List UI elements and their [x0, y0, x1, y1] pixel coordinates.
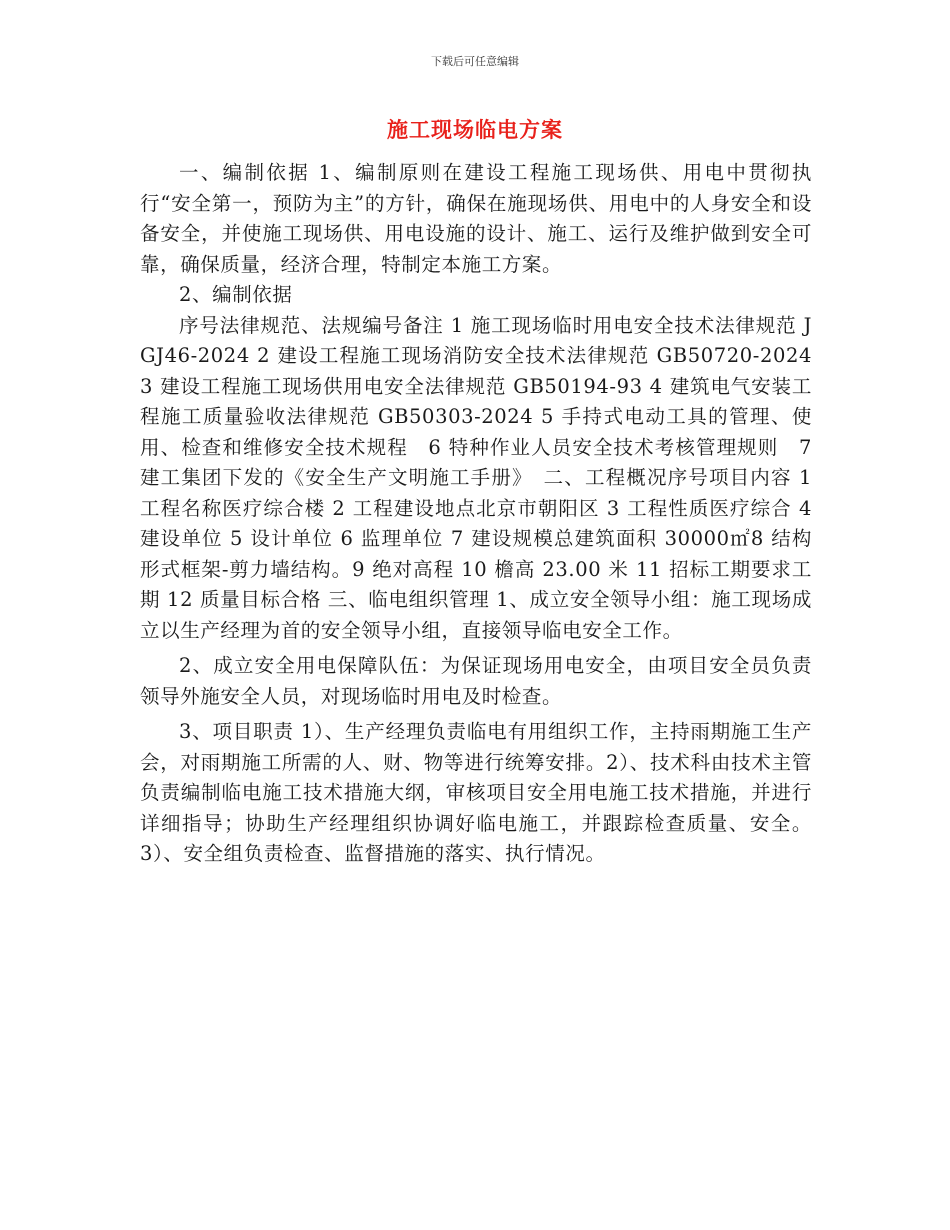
document-title: 施工现场临电方案	[387, 118, 563, 142]
paragraph-compilation-basis-heading: 2、编制依据	[179, 283, 293, 306]
document-body	[140, 158, 812, 870]
paragraph-safety-team: 2、成立安全用电保障队伍：为保证现场用电安全，由项目安全员负责领导外施安全人员，对现场临时用电及时检查。	[140, 654, 812, 708]
paragraph-regulations-and-overview: 序号法律规范、法规编号备注 1 施工现场临时用电安全技术法律规范 JGJ46-2024 2 建设工程施工现场消防安全技术法律规范 GB50720-2024 3 建设工程施工现场供用电安全法律规范 GB50194-93 4 建筑电气安装工程施工质量验收法律规范 GB50303-2024 5 手持式电动工具的管理、使用、检查和维修安全技术规程 6 特种作业人员安全技术考核管理规则 7 建工集团下发的《安全生产文明施工手册》 二、工程概况序号项目内容 1 工程名称医疗综合楼 2 工程建设地点北京市朝阳区 3 工程性质医疗综合 4 建设单位 5 设计单位 6 监理单位 7 建设规模总建筑面积 30000㎡8 结构形式框架-剪力墙结构。9 绝对高程 10 檐高 23.00 米 11 招标工期要求工期 12 质量目标合格 三、临电组织管理 1、成立安全领导小组：施工现场成立以生产经理为首的安全领导小组，直接领导临电安全工作。	[140, 313, 812, 642]
paragraph-project-duties: 3、项目职责 1）、生产经理负责临电有用组织工作，主持雨期施工生产会，对雨期施工所需的人、财、物等进行统筹安排。2）、技术科由技术主管负责编制临电施工技术措施大纲，审核项目安全用电施工技术措施，并进行详细指导；协助生产经理组织协调好临电施工，并跟踪检查质量、安全。3）、安全组负责检查、监督措施的落实、执行情况。	[140, 720, 812, 865]
header-note: 下载后可任意编辑	[431, 55, 519, 68]
paragraph-compilation-basis: 一、编制依据 1、编制原则在建设工程施工现场供、用电中贯彻执行“安全第一，预防为主”的方针，确保在施现场供、用电中的人身安全和设备安全，并使施工现场供、用电设施的设计、施工、运行及维护做到安全可靠，确保质量，经济合理，特制定本施工方案。	[140, 161, 812, 276]
